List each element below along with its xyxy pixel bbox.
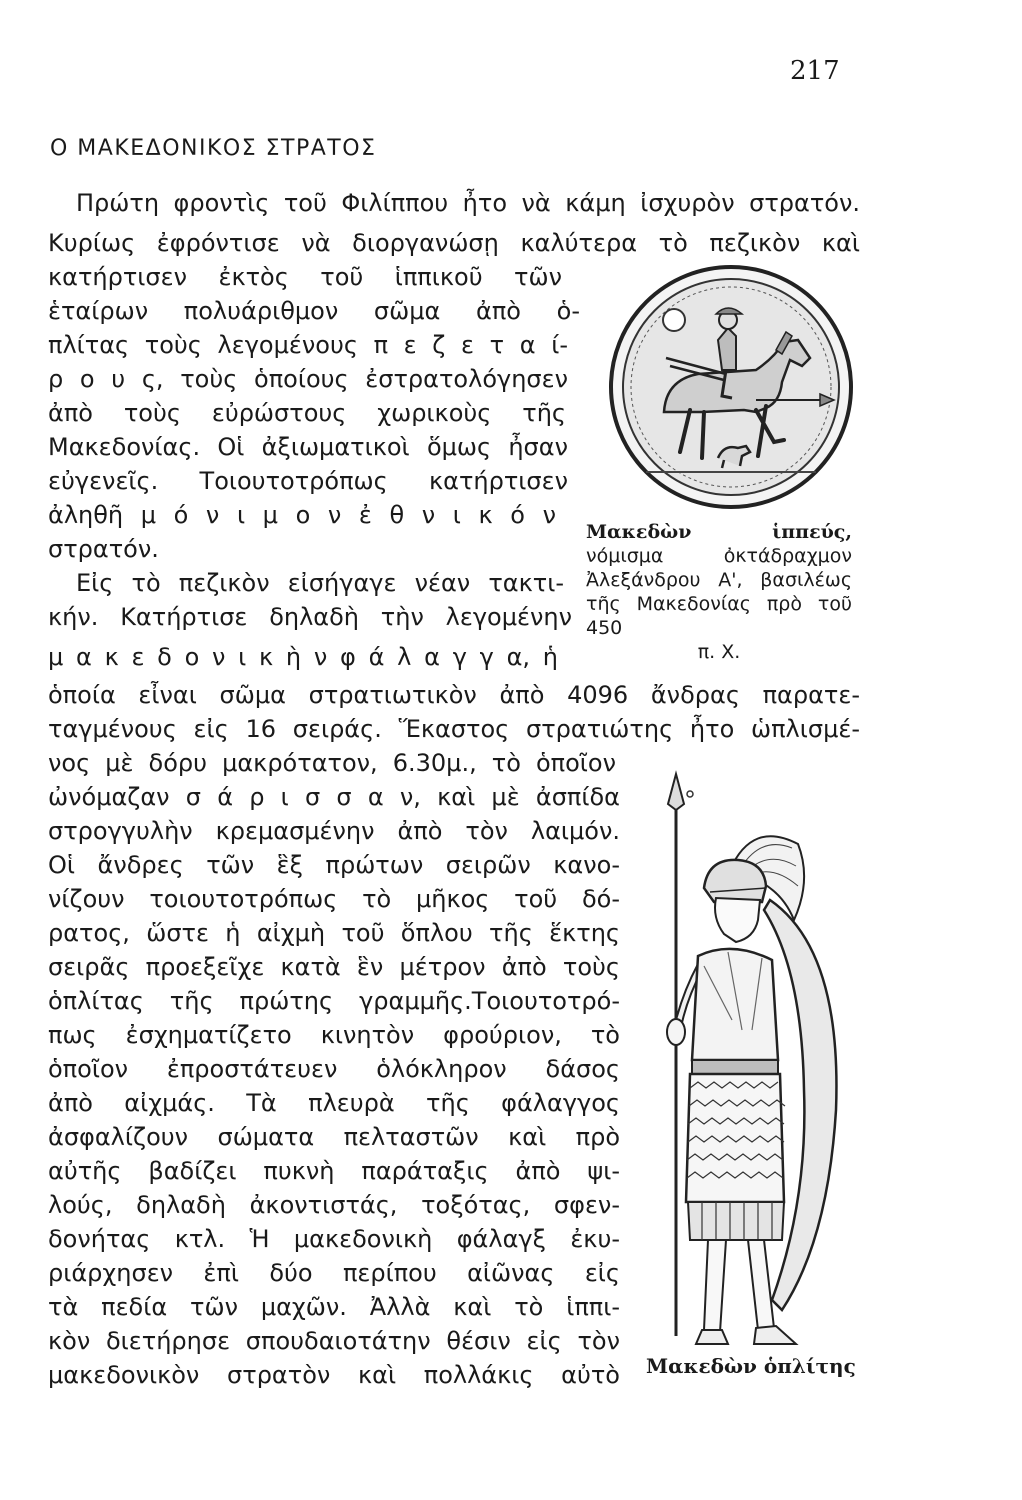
text-line: Μακεδονίας. Οἱ ἀξιωματικοὶ ὅμως ἦσαν [48, 433, 568, 461]
text-line: μ α κ ε δ ο ν ι κ ὴ ν φ ά λ α γ γ α, ἡ [48, 643, 558, 671]
text-line: σειρᾶς προεξεῖχε κατὰ ἓν μέτρον ἀπὸ τοὺς [48, 953, 620, 981]
text-line: ὁποία εἶναι σῶμα στρατιωτικὸν ἀπὸ 4096 ἄνδρας παρατε- [48, 681, 860, 709]
text-line: κατήρτισεν ἐκτὸς τοῦ ἱππικοῦ τῶν [48, 263, 562, 291]
text-line: αὐτῆς βαδίζει πυκνὴ παράταξις ἀπὸ ψι- [48, 1157, 620, 1185]
text-line: ἀπὸ τοὺς εὐρώστους χωρικοὺς τῆς [48, 399, 566, 427]
text-line: πλίτας τοὺς λεγομένους π ε ζ ε τ α ί- [48, 331, 568, 359]
coin-caption-title: Μακεδὼν ἱππεύς, [586, 521, 852, 543]
text-line: μακεδονικὸν στρατὸν καὶ πολλάκις αὐτὸ [48, 1361, 620, 1389]
text-line: λούς, δηλαδὴ ἀκοντιστάς, τοξότας, σφεν- [48, 1191, 620, 1219]
text-line: κήν. Κατήρτισε δηλαδὴ τὴν λεγομένην [48, 603, 572, 631]
text-line: ρ ο υ ς, τοὺς ὁποίους ἐστρατολόγησεν [48, 365, 568, 393]
chapter-title: Ο ΜΑΚΕΔΟΝΙΚΟΣ ΣΤΡΑΤΟΣ [50, 136, 377, 161]
text-line: ἀπὸ αἰχμάς. Τὰ πλευρὰ τῆς φάλαγγος [48, 1089, 620, 1117]
text-line: κὸν διετήρησε σπουδαιοτάτην θέσιν εἰς τὸν [48, 1327, 620, 1355]
coin-caption-text: νόμισμα ὀκτάδραχμον Ἀλεξάνδρου Α', βασιλέως τῆς Μακεδονίας πρὸ τοῦ 450 [586, 545, 852, 639]
text-line: ἑταίρων πολυάριθμον σῶμα ἀπὸ ὁ- [48, 297, 580, 325]
text-line: ρατος, ὥστε ἡ αἰχμὴ τοῦ ὅπλου τῆς ἕκτης [48, 919, 620, 947]
text-line: ὁπλίτας τῆς πρώτης γραμμῆς.Τοιουτοτρό- [48, 987, 620, 1015]
text-line: Πρώτη φροντὶς τοῦ Φιλίππου ἦτο νὰ κάμη ἰσχυρὸν στρατόν. [76, 189, 860, 217]
text-line: ταγμένους εἰς 16 σειράς. Ἕκαστος στρατιώτης ἦτο ὡπλισμέ- [48, 715, 860, 743]
text-line: τὰ πεδία τῶν μαχῶν. Ἀλλὰ καὶ τὸ ἱππι- [48, 1293, 620, 1321]
hoplite-caption: Μακεδὼν ὁπλίτης [646, 1354, 856, 1378]
text-line: ὁποῖον ἐπροστάτευεν ὁλόκληρον δάσος [48, 1055, 620, 1083]
text-line: εὐγενεῖς. Τοιουτοτρόπως κατήρτισεν [48, 467, 568, 495]
text-line: νίζουν τοιουτοτρόπως τὸ μῆκος τοῦ δό- [48, 885, 620, 913]
text-line: Οἱ ἄνδρες τῶν ἓξ πρώτων σειρῶν κανο- [48, 851, 620, 879]
text-line: πως ἐσχηματίζετο κινητὸν φρούριον, τὸ [48, 1021, 620, 1049]
coin-caption [586, 520, 852, 664]
text-line: στρατόν. [48, 535, 159, 563]
text-line: Εἰς τὸ πεζικὸν εἰσήγαγε νέαν τακτι- [76, 569, 564, 597]
text-line: ἀληθῆ μ ό ν ι μ ο ν ἐ θ ν ι κ ό ν [48, 501, 556, 529]
coin-caption-end: π. Χ. [697, 641, 741, 663]
page-number: 217 [790, 56, 840, 86]
text-line: δονήτας κτλ. Ἡ μακεδονικὴ φάλαγξ ἐκυ- [48, 1225, 620, 1253]
text-line: νος μὲ δόρυ μακρότατον, 6.30μ., τὸ ὁποῖον [48, 749, 616, 777]
text-line: ὠνόμαζαν σ ά ρ ι σ σ α ν, καὶ μὲ ἀσπίδα [48, 783, 620, 811]
macedonian-hoplite-illustration [632, 770, 852, 1370]
text-line: Κυρίως ἐφρόντισε νὰ διοργανώσῃ καλύτερα τὸ πεζικὸν καὶ [48, 229, 860, 257]
text-line: ριάρχησεν ἐπὶ δύο περίπου αἰῶνας εἰς [48, 1259, 620, 1287]
text-line: ἀσφαλίζουν σώματα πελταστῶν καὶ πρὸ [48, 1123, 620, 1151]
text-line: στρογγυλὴν κρεμασμένην ἀπὸ τὸν λαιμόν. [48, 817, 620, 845]
macedonian-horseman-coin-illustration [606, 262, 856, 512]
